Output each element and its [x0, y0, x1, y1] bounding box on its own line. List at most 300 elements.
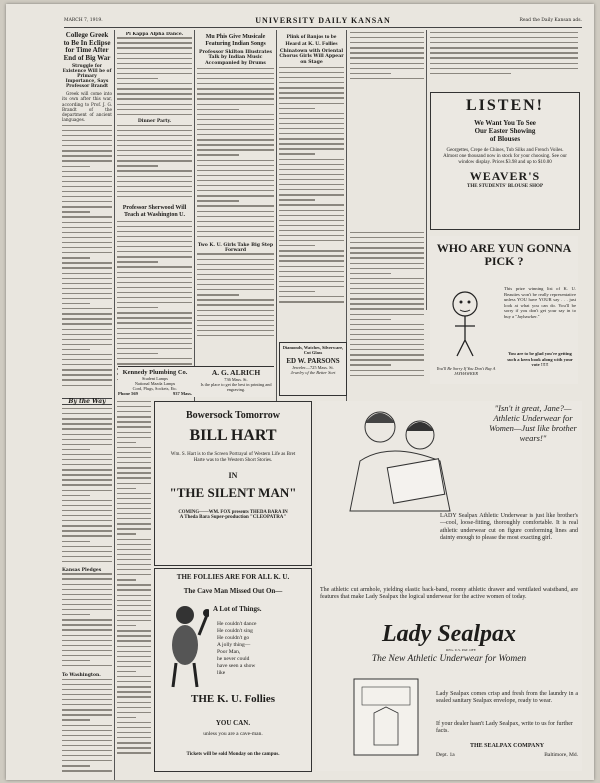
text-line [62, 469, 112, 470]
text-line [197, 180, 274, 181]
text-line [279, 179, 344, 180]
weavers-line3: of Blouses [489, 135, 521, 143]
text-line [117, 266, 192, 267]
text-line [117, 348, 192, 349]
text-line [62, 635, 112, 636]
follies-list-item: have seen a show [217, 663, 256, 669]
follies-list-item: He couldn't dance [217, 621, 257, 627]
jayhawker-ad [430, 236, 578, 384]
column-rule [194, 30, 195, 422]
text-line [62, 479, 112, 480]
text-line [62, 464, 112, 465]
text-line [117, 732, 151, 733]
text-line [117, 539, 151, 540]
text-line [350, 242, 424, 243]
sealpax-address [436, 752, 578, 758]
article-intro: Greek will come into its own after this war, according to Prof. J. G. Brandt of the department of ancient languages. [62, 91, 112, 123]
text-line [117, 68, 192, 69]
text-line [197, 236, 274, 237]
text-line [117, 416, 151, 417]
column-2 [117, 32, 192, 392]
sealpax-body2: The athletic cut armhole, yielding elastic back-band, roomy athletic drawer and ventilated waistband, are features that make Lady Sealpax the logical underwear for the active women of today. [320, 587, 578, 601]
text-line [197, 269, 274, 270]
text-line [350, 375, 424, 376]
text-line [62, 349, 90, 350]
text-line [279, 255, 344, 256]
article-text-lines [62, 125, 112, 395]
text-line [62, 589, 112, 590]
text-line [117, 176, 192, 177]
sealpax-logo: Lady Sealpax [382, 621, 516, 647]
bowersock-title: Bowersock Tomorrow [186, 410, 280, 421]
text-line [197, 119, 274, 120]
text-line [62, 584, 112, 585]
weavers-body: Georgettes, Crepe de Chines, Tub Silks and French Voiles. Almost one thousand now in stock for your choosing. See our window display. Prices $3.98 and up to $10.00 [443, 148, 567, 165]
weavers-tag: THE STUDENTS' BLOUSE SHOP [467, 184, 543, 189]
text-line [62, 150, 112, 151]
text-line [197, 124, 274, 125]
text-line [117, 236, 192, 237]
text-line [279, 240, 344, 241]
text-line [350, 288, 424, 289]
text-line [62, 211, 90, 212]
weavers-ad [430, 92, 580, 230]
text-line [62, 474, 112, 475]
text-line [279, 189, 344, 190]
masthead-title: UNIVERSITY DAILY KANSAN [255, 16, 391, 25]
jayhawker-left: You'll Be Sorry If You Don't Buy A JAYHAWKER [436, 366, 496, 376]
text-line [62, 645, 112, 646]
text-line [350, 37, 424, 38]
text-line [197, 139, 274, 140]
text-line [197, 185, 274, 186]
text-line [117, 559, 151, 560]
text-lines [350, 32, 424, 87]
sealpax-company: THE SEALPAX COMPANY [469, 743, 545, 749]
text-line [117, 125, 192, 126]
text-line [117, 712, 151, 713]
text-line [279, 260, 344, 261]
text-line [350, 293, 424, 294]
text-line [117, 437, 151, 438]
text-line [117, 523, 151, 524]
text-line [62, 515, 112, 516]
kennedy-phone: Phone 569 [118, 391, 138, 396]
text-line [350, 232, 424, 233]
text-line [117, 241, 192, 242]
text-line [62, 201, 112, 202]
follies-tickets: Tickets will be sold Monday on the campus. [186, 752, 280, 757]
text-line [117, 292, 192, 293]
text-line [62, 329, 112, 330]
text-line [279, 286, 344, 287]
text-line [117, 605, 151, 606]
text-line [117, 37, 192, 38]
text-line [117, 498, 151, 499]
text-line [117, 472, 151, 473]
washington-text-lines [62, 679, 112, 772]
text-line [117, 312, 192, 313]
text-line [117, 282, 192, 283]
text-line [62, 385, 112, 386]
text-line [62, 278, 112, 279]
text-line [62, 191, 112, 192]
text-line [197, 134, 274, 135]
text-line [117, 297, 192, 298]
text-line [197, 226, 274, 227]
text-line [117, 640, 151, 641]
text-line [117, 302, 192, 303]
text-line [117, 343, 192, 344]
text-line [197, 93, 274, 94]
jayhawk-cartoon-icon [430, 282, 500, 362]
text-line [350, 268, 424, 269]
sealpax-ad [316, 401, 582, 771]
text-line [62, 725, 112, 726]
bowersock-in: IN [228, 471, 238, 480]
text-line [62, 418, 112, 419]
text-line [62, 551, 112, 552]
text-line [117, 493, 151, 494]
text-line [430, 63, 578, 64]
text-line [350, 344, 424, 345]
text-line [62, 765, 90, 766]
text-line [197, 154, 239, 155]
text-line [62, 619, 112, 620]
text-line [197, 109, 239, 110]
text-line [279, 199, 315, 200]
follies-list-item: He couldn't sing [217, 628, 253, 634]
text-line [62, 525, 112, 526]
text-line [117, 287, 192, 288]
text-line [62, 704, 112, 705]
text-line [197, 78, 274, 79]
text-line [117, 646, 151, 647]
column-rule [276, 30, 277, 422]
text-line [117, 737, 151, 738]
parsons-sub: Jewelry of the Better Sort [290, 370, 336, 375]
text-line [279, 143, 344, 144]
text-line [62, 510, 112, 511]
headline-college-greek: College Greek to Be In Eclipse for Time After End of Big War [63, 32, 111, 62]
text-line [62, 308, 112, 309]
text-line [62, 374, 112, 375]
text-line [117, 452, 151, 453]
text-line [117, 73, 192, 74]
text-line [350, 42, 424, 43]
text-line [117, 702, 151, 703]
text-line [117, 574, 151, 575]
text-line [117, 544, 151, 545]
jayhawker-headline: WHO ARE YUN GONNA PICK ? [436, 241, 572, 268]
column-3 [197, 32, 274, 364]
text-line [62, 364, 112, 365]
text-line [117, 140, 192, 141]
text-line [117, 462, 151, 463]
text-line [117, 488, 136, 489]
text-line [117, 363, 192, 364]
text-line [62, 262, 112, 263]
text-line [117, 742, 151, 743]
text-line [197, 330, 274, 331]
text-line [62, 665, 112, 666]
text-line [117, 226, 192, 227]
text-line [62, 145, 112, 146]
text-line [62, 408, 112, 409]
follies-top: THE FOLLIES ARE FOR ALL K. U. [176, 573, 290, 581]
text-line [117, 170, 192, 171]
text-line [279, 118, 344, 119]
text-line [279, 271, 344, 272]
dinner-party-title: Dinner Party. [137, 119, 172, 125]
text-line [197, 165, 274, 166]
text-line [117, 651, 151, 652]
text-line [117, 333, 192, 334]
text-line [62, 520, 112, 521]
text-line [279, 108, 315, 109]
text-line [117, 508, 151, 509]
text-line [117, 261, 158, 262]
text-line [117, 666, 151, 667]
text-line [197, 259, 274, 260]
text-line [62, 709, 112, 710]
text-line [62, 454, 112, 455]
column-5-mid [350, 232, 424, 392]
text-line [197, 175, 274, 176]
text-line [62, 303, 90, 304]
text-line [197, 83, 274, 84]
text-line [117, 93, 192, 94]
text-line [62, 484, 112, 485]
follies-list-item: he never could [217, 656, 250, 662]
text-line [350, 324, 424, 325]
text-line [62, 530, 112, 531]
text-line [430, 42, 578, 43]
text-line [279, 210, 344, 211]
text-line [430, 47, 578, 48]
text-line [62, 216, 112, 217]
text-line [62, 318, 112, 319]
text-line [117, 707, 151, 708]
text-line [62, 344, 112, 345]
text-line [62, 252, 112, 253]
text-line [350, 303, 424, 304]
text-line [117, 411, 151, 412]
text-line [197, 231, 274, 232]
follies-list-item: A jolly thing— [217, 642, 251, 648]
text-line [62, 232, 112, 233]
text-line [117, 401, 151, 402]
kennedy-line1: Student Lamps [142, 376, 168, 381]
text-line [117, 135, 192, 136]
text-line [62, 694, 112, 695]
text-line [279, 230, 344, 231]
text-line [197, 299, 274, 300]
text-line [117, 533, 136, 534]
text-line [62, 237, 112, 238]
text-line [62, 650, 112, 651]
text-line [117, 246, 192, 247]
text-line [62, 222, 112, 223]
kennedy-address: 937 Mass. [173, 391, 192, 396]
pledges-text-lines [62, 573, 112, 673]
text-line [279, 301, 344, 302]
weavers-listen: LISTEN! [465, 97, 545, 114]
alrich-address: 736 Mass. St. [224, 377, 248, 382]
text-line [279, 296, 344, 297]
text-line [279, 113, 344, 114]
text-line [117, 503, 151, 504]
text-line [350, 370, 424, 371]
follies-list-item: like [217, 670, 226, 676]
text-line [430, 68, 578, 69]
text-line [62, 334, 112, 335]
text-line [62, 541, 90, 542]
text-line [62, 313, 112, 314]
text-line [117, 584, 151, 585]
text-line [117, 42, 192, 43]
text-line [62, 140, 112, 141]
text-line [62, 660, 90, 661]
text-line [62, 679, 112, 680]
text-line [279, 276, 344, 277]
text-line [350, 308, 424, 309]
kennedy-line2: National Mazda Lamps [134, 381, 176, 386]
pi-kappa-title: Pi Kappa Alpha Dance. [125, 32, 184, 37]
text-line [117, 727, 151, 728]
text-line [117, 549, 151, 550]
text-line [197, 200, 239, 201]
two-ku-girls-title: Two K. U. Girls Take Big Step Forward [197, 242, 274, 254]
text-line [279, 291, 315, 292]
text-line [197, 315, 274, 316]
follies-things: A Lot of Things. [213, 605, 262, 613]
text-line [117, 353, 158, 354]
text-line [350, 73, 391, 74]
text-line [197, 98, 274, 99]
text-line [62, 459, 112, 460]
text-line [62, 369, 112, 370]
text-line [279, 235, 344, 236]
headline-banjos: Plink of Banjos to be Heard at K. U. Follies [285, 34, 338, 47]
text-line [62, 745, 112, 746]
text-line [117, 145, 192, 146]
text-line [62, 689, 112, 690]
text-line [62, 760, 112, 761]
text-line [117, 426, 151, 427]
follies-ad [154, 568, 312, 772]
text-line [117, 160, 192, 161]
text-line [117, 231, 192, 232]
alrich-name: A. G. ALRICH [211, 368, 261, 377]
parsons-ad [279, 342, 347, 396]
text-line [117, 130, 192, 131]
text-line [62, 125, 112, 126]
text-lines [430, 32, 578, 82]
text-lines [197, 253, 274, 343]
follies-name: THE K. U. Follies [190, 693, 276, 705]
parsons-title: Diamonds, Watches, Silverware, Cut Glass [282, 345, 344, 355]
sealpax-city: Baltimore, Md. [544, 752, 578, 758]
text-lines [117, 125, 192, 203]
bowersock-film: "THE SILENT MAN" [169, 485, 297, 500]
alrich-line: Is the place to get the best in printing and engraving. [200, 382, 272, 392]
text-line [62, 684, 112, 685]
weavers-name: WEAVER'S [469, 169, 541, 183]
text-line [117, 467, 151, 468]
masthead-date: MARCH 7, 1919. [64, 18, 103, 23]
text-line [117, 307, 158, 308]
text-line [430, 37, 578, 38]
text-line [62, 359, 112, 360]
text-line [350, 257, 424, 258]
bowersock-desc: Wm. S. Hart is to the Screen Portrayal of Western Life as Bret Harte was to the Western Short Stories. [170, 452, 296, 463]
text-lines [117, 221, 192, 389]
text-line [117, 630, 151, 631]
text-line [62, 755, 112, 756]
text-line [117, 272, 192, 273]
text-line [279, 92, 344, 93]
text-line [117, 221, 192, 222]
text-line [279, 153, 315, 154]
text-line [279, 174, 344, 175]
text-line [350, 247, 424, 248]
subhead-struggle: Struggle for Existence Will be of Primary Importance, Says Professor Brandt [62, 64, 112, 89]
text-line [279, 169, 344, 170]
text-line [197, 284, 274, 285]
text-line [350, 334, 424, 335]
follies-list-item: Poor Man, [217, 649, 241, 655]
text-line [197, 279, 274, 280]
text-line [117, 747, 151, 748]
text-line [117, 256, 192, 257]
text-line [197, 114, 274, 115]
text-line [279, 103, 344, 104]
text-line [279, 194, 344, 195]
text-line [350, 32, 424, 33]
sealpax-tagline: The New Athletic Underwear for Women [371, 654, 527, 664]
text-line [279, 245, 315, 246]
text-line [62, 495, 90, 496]
text-line [62, 730, 112, 731]
headline-sherwood: Professor Sherwood Will Teach at Washington U. [122, 204, 187, 218]
bowersock-ad [154, 401, 312, 566]
text-line [62, 556, 112, 557]
text-line [62, 655, 112, 656]
text-line [117, 569, 151, 570]
text-line [350, 298, 424, 299]
sealpax-body3: Lady Sealpax comes crisp and fresh from the laundry in a sealed sanitary Sealpax envelope, ready to wear. [436, 691, 578, 705]
weavers-line1: We Want You To See [474, 119, 536, 127]
text-lines [350, 232, 424, 382]
text-line [197, 170, 274, 171]
parsons-name: ED W. PARSONS [286, 357, 340, 365]
follies-cave: unless you are a cave-man. [203, 731, 263, 737]
alrich-ad [198, 366, 274, 397]
text-line [350, 314, 424, 315]
masthead [64, 15, 582, 28]
text-line [117, 671, 136, 672]
text-line [117, 620, 151, 621]
text-line [279, 225, 344, 226]
text-line [117, 722, 151, 723]
column-5-top [350, 32, 424, 87]
bowersock-coming: COMING——WM. FOX presents THEDA BARA IN [178, 510, 288, 515]
text-line [117, 752, 151, 753]
text-line [117, 155, 192, 156]
text-line [350, 339, 424, 340]
text-line [350, 52, 424, 53]
